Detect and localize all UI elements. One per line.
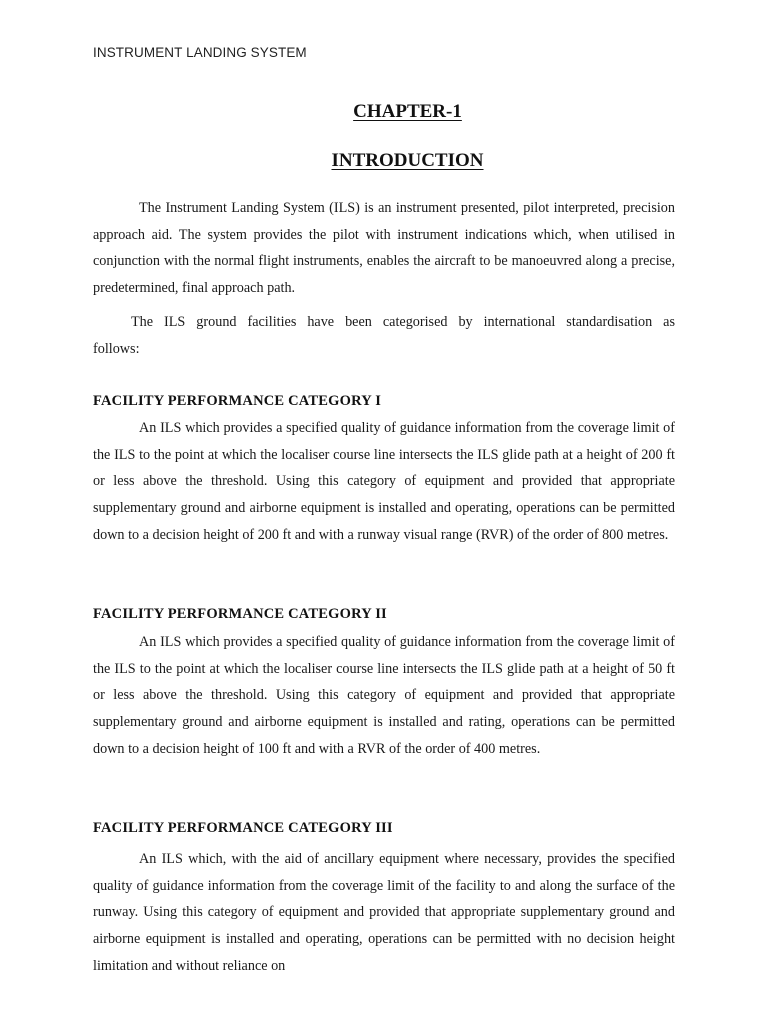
category-2-heading: FACILITY PERFORMANCE CATEGORY II	[93, 606, 387, 622]
category-1-text: An ILS which provides a specified quality of guidance information from the coverage limit of the ILS to the point at which the localiser course line intersects the ILS glide path at a height of 200 ft or less above the threshold. Using this category of equipment and provided that appropriate supplementary ground and airborne equipment is installed and operating, operations can be permitted down to a decision height of 200 ft and with a runway visual range (RVR) of the order of 800 metres.	[93, 420, 675, 543]
category-2-text: An ILS which provides a specified quality of guidance information from the coverage limit of the ILS to the point at which the localiser course line intersects the ILS glide path at a height of 50 ft or less above the threshold. Using this category of equipment and provided that appropriate supplementary ground and airborne equipment is installed and rating, operations can be permitted down to a decision height of 100 ft and with a RVR of the order of 400 metres.	[93, 634, 675, 757]
intro-paragraph-2: The ILS ground facilities have been categorised by international standardisation as follows:	[93, 314, 675, 357]
category-3-text: An ILS which, with the aid of ancillary equipment where necessary, provides the specified quality of guidance information from the coverage limit of the facility to and along the surface of the runway. Using this category of equipment and provided that appropriate supplementary ground and airborne equipment is installed and operating, operations can be permitted with no decision height limitation and without reliance on	[93, 851, 675, 974]
intro-paragraph-1: The Instrument Landing System (ILS) is an instrument presented, pilot interpreted, precision approach aid. The system provides the pilot with instrument indications which, when utilised in conjunction with the normal flight instruments, enables the aircraft to be manoeuvred along a precise, predetermined, final approach path.	[93, 200, 675, 297]
chapter-number: CHAPTER-1	[353, 101, 462, 122]
category-3-heading: FACILITY PERFORMANCE CATEGORY III	[93, 820, 393, 836]
chapter-title: INTRODUCTION	[331, 150, 484, 171]
category-1-heading: FACILITY PERFORMANCE CATEGORY I	[93, 393, 382, 409]
running-header: INSTRUMENT LANDING SYSTEM	[93, 45, 307, 60]
category-3-clip	[0, 846, 768, 978]
